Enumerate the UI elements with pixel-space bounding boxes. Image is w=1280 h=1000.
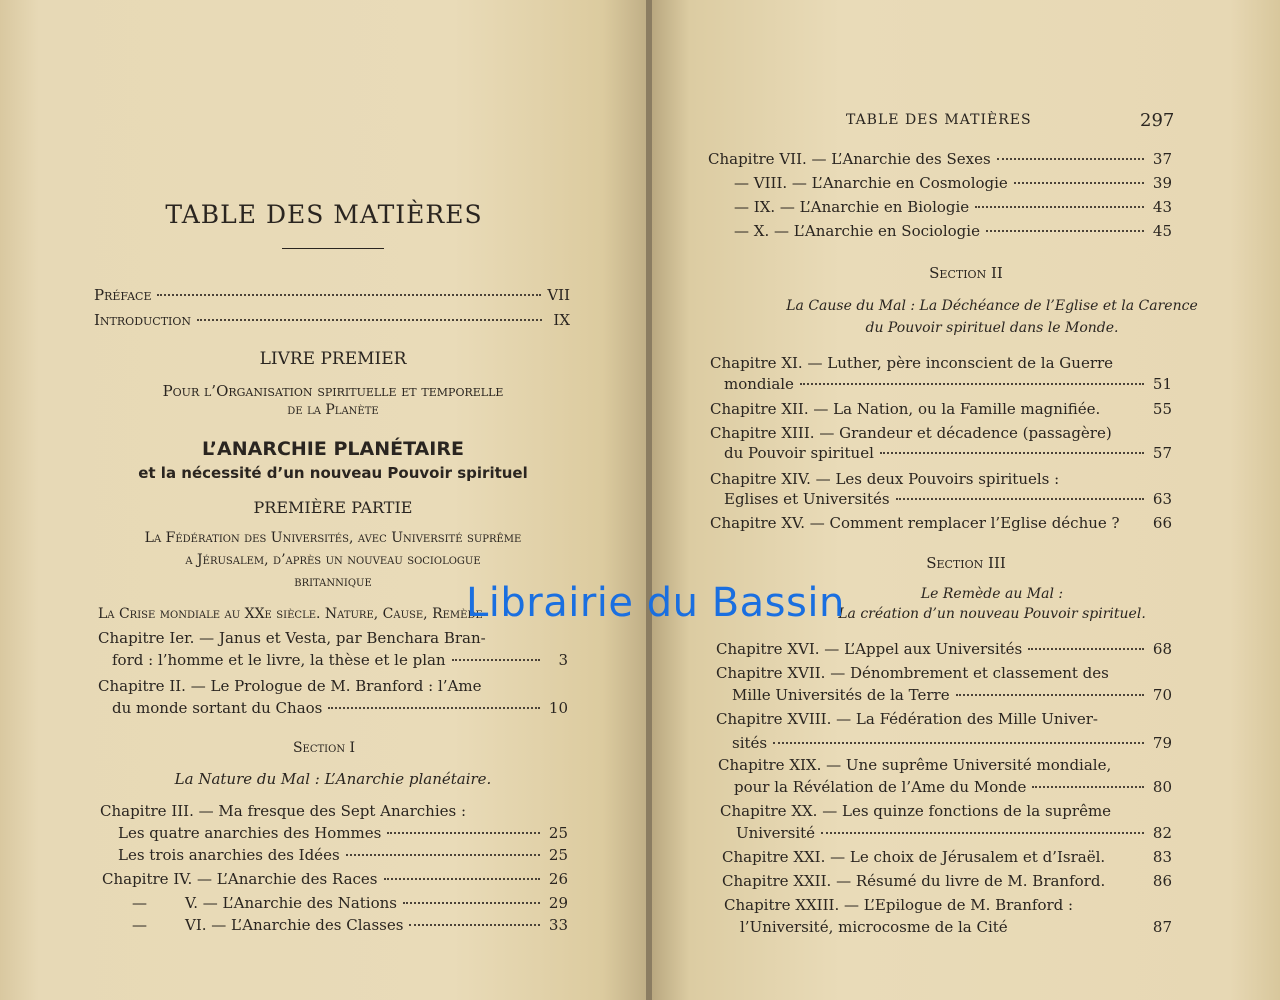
- chapter-21-entry: Chapitre XXI. — Le choix de Jérusalem et d’Israël. 83: [722, 848, 1172, 866]
- chapter-23-line-2: l’Université, microcosme de la Cité 87: [740, 918, 1172, 936]
- chapter-19-line-1: Chapitre XIX. — Une suprême Université mondiale,: [718, 756, 1112, 774]
- right-page: [652, 0, 1280, 1000]
- chapter-4-entry: Chapitre IV. — L’Anarchie des Races 26: [102, 870, 568, 888]
- section-2-subtitle-2: du Pouvoir spirituel dans le Monde.: [865, 320, 1119, 336]
- chapter-2-line-2: du monde sortant du Chaos 10: [112, 699, 568, 717]
- toc-entry-introduction: Introduction IX: [94, 311, 570, 329]
- page-number: 297: [1140, 110, 1175, 131]
- chapter-18-line-2: sités 79: [732, 734, 1172, 752]
- section-1-heading: Section I: [292, 740, 356, 756]
- chapter-17-line-1: Chapitre XVII. — Dénombrement et classement des: [716, 664, 1109, 682]
- chapter-1-line-1: Chapitre Ier. — Janus et Vesta, par Benchara Bran-: [98, 629, 486, 647]
- section-2-subtitle-1: La Cause du Mal : La Déchéance de l’Eglise et la Carence: [786, 298, 1198, 314]
- chapter-20-line-1: Chapitre XX. — Les quinze fonctions de la suprême: [720, 802, 1112, 820]
- chapter-11-line-2: mondiale 51: [724, 375, 1172, 393]
- chapter-3-line-1: Chapitre III. — Ma fresque des Sept Anarchies :: [100, 802, 467, 820]
- main-subtitle: et la nécessité d’un nouveau Pouvoir spirituel: [138, 464, 528, 482]
- partie-subtitle-2: a Jérusalem, d’après un nouveau sociologue: [185, 552, 481, 568]
- chapter-14-line-1: Chapitre XIV. — Les deux Pouvoirs spirituels :: [710, 470, 1060, 488]
- section-1-subtitle: La Nature du Mal : L’Anarchie planétaire.: [174, 770, 492, 788]
- livre-subtitle-2: de la Planète: [287, 402, 379, 418]
- running-head: TABLE DES MATIÈRES: [846, 112, 1032, 128]
- chapter-20-line-2: Université 82: [736, 824, 1172, 842]
- partie-subtitle-1: La Fédération des Universités, avec Université suprême: [144, 530, 522, 546]
- chapter-22-entry: Chapitre XXII. — Résumé du livre de M. Branford. 86: [722, 872, 1172, 890]
- partie-subtitle-3: britannique: [294, 574, 372, 590]
- chapter-11-line-1: Chapitre XI. — Luther, père inconscient de la Guerre: [710, 354, 1114, 372]
- chapter-17-line-2: Mille Universités de la Terre 70: [732, 686, 1172, 704]
- section-3-subtitle-1: Le Remède au Mal :: [920, 586, 1064, 602]
- chapter-23-line-1: Chapitre XXIII. — L’Epilogue de M. Branford :: [724, 896, 1074, 914]
- chapter-12-entry: Chapitre XII. — La Nation, ou la Famille magnifiée. 55: [710, 400, 1172, 418]
- chapter-3-item-2: Les trois anarchies des Idées 25: [118, 846, 568, 864]
- chapter-13-line-1: Chapitre XIII. — Grandeur et décadence (passagère): [710, 424, 1112, 442]
- chapter-13-line-2: du Pouvoir spirituel 57: [724, 444, 1172, 462]
- chapter-10-entry: — X. — L’Anarchie en Sociologie 45: [734, 222, 1172, 240]
- chapter-18-line-1: Chapitre XVIII. — La Fédération des Mille Univer-: [716, 710, 1098, 728]
- livre-subtitle-1: Pour l’Organisation spirituelle et temporelle: [162, 382, 504, 400]
- toc-title: TABLE DES MATIÈRES: [165, 200, 483, 229]
- chapter-7-entry: Chapitre VII. — L’Anarchie des Sexes 37: [708, 150, 1172, 168]
- chapter-8-entry: — VIII. — L’Anarchie en Cosmologie 39: [734, 174, 1172, 192]
- crise-heading: La Crise mondiale au XXe siècle. Nature, Cause, Remède: [98, 606, 483, 622]
- chapter-1-line-2: ford : l’homme et le livre, la thèse et le plan 3: [112, 651, 568, 669]
- partie-heading: PREMIÈRE PARTIE: [253, 498, 413, 517]
- chapter-6-entry: — VI. — L’Anarchie des Classes 33: [132, 916, 568, 934]
- title-rule: [282, 248, 384, 249]
- chapter-16-entry: Chapitre XVI. — L’Appel aux Universités 68: [716, 640, 1172, 658]
- chapter-5-entry: — V. — L’Anarchie des Nations 29: [132, 894, 568, 912]
- main-title: L’ANARCHIE PLANÉTAIRE: [202, 438, 464, 460]
- toc-entry-preface: Préface VII: [94, 286, 570, 304]
- section-3-heading: Section III: [926, 554, 1006, 572]
- chapter-3-item-1: Les quatre anarchies des Hommes 25: [118, 824, 568, 842]
- chapter-9-entry: — IX. — L’Anarchie en Biologie 43: [734, 198, 1172, 216]
- livre-heading: LIVRE PREMIER: [259, 349, 407, 369]
- watermark-text: Librairie du Bassin: [466, 580, 845, 626]
- chapter-19-line-2: pour la Révélation de l’Ame du Monde 80: [734, 778, 1172, 796]
- chapter-14-line-2: Eglises et Universités 63: [724, 490, 1172, 508]
- chapter-2-line-1: Chapitre II. — Le Prologue de M. Branford : l’Ame: [98, 677, 482, 695]
- section-2-heading: Section II: [929, 264, 1003, 282]
- chapter-15-entry: Chapitre XV. — Comment remplacer l’Eglise déchue ? 66: [710, 514, 1172, 532]
- section-3-subtitle-2: La création d’un nouveau Pouvoir spirituel.: [838, 606, 1146, 622]
